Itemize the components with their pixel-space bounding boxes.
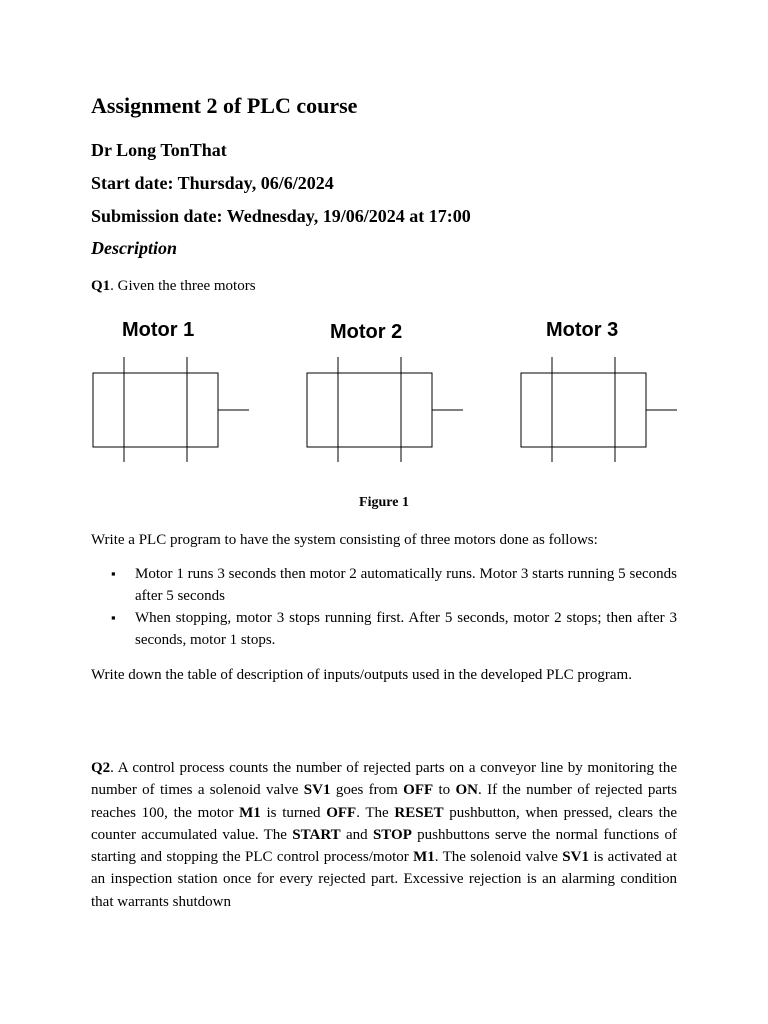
q1-label: Q1 xyxy=(91,278,111,294)
motor-2-label: Motor 2 xyxy=(330,321,403,343)
motor-2-diagram xyxy=(307,321,463,462)
q2-bold-term: M1 xyxy=(239,804,261,821)
q2-bold-term: SV1 xyxy=(303,782,331,799)
q1-bullet-1: ▪ Motor 1 runs 3 seconds then motor 2 automatically runs. Motor 3 starts running 5 seconds after 5 seconds xyxy=(91,563,677,607)
q1-bullet-2: ▪ When stopping, motor 3 stops running first. After 5 seconds, motor 2 stops; then after 3 seconds, motor 1 stops. xyxy=(91,607,677,651)
q2-text: . If the number of rejected parts reaches 100, the motor xyxy=(91,782,678,821)
q2-bold-term: RESET xyxy=(394,804,444,821)
q2-label: Q2 xyxy=(91,760,111,776)
motors-figure xyxy=(90,310,690,470)
q2-bold-term: M1 xyxy=(413,849,435,866)
q2-bold-term: ON xyxy=(455,782,478,799)
motor-3-label: Motor 3 xyxy=(546,319,619,341)
motor-3-box xyxy=(521,373,646,447)
section-heading: Description xyxy=(91,238,178,258)
motor-1-label: Motor 1 xyxy=(122,319,195,341)
document-title: Assignment 2 of PLC course xyxy=(91,93,358,118)
q2-text: pushbuttons serve the normal functions of starting and stopping the PLC control process/motor xyxy=(91,826,677,866)
q1-bullet-list xyxy=(91,563,677,651)
q1-table-note: Write down the table of description of inputs/outputs used in the developed PLC program. xyxy=(91,667,632,683)
q2-paragraph xyxy=(91,757,677,913)
q2-text: goes from xyxy=(330,782,404,799)
motor-1-diagram xyxy=(93,319,249,462)
q1-intro xyxy=(91,278,256,295)
q2-text: to xyxy=(433,782,456,799)
q2-text: . The solenoid valve xyxy=(434,849,563,866)
submission-date: Submission date: Wednesday, 19/06/2024 at 17:00 xyxy=(91,206,471,226)
figure-caption: Figure 1 xyxy=(359,495,409,510)
motor-3-diagram xyxy=(521,319,677,462)
q1-task: Write a PLC program to have the system consisting of three motors done as follows: xyxy=(91,532,598,548)
q2-text: is activated at an inspection station once for every rejected part. Excessive rejection is an alarming condition that warrants shutdown xyxy=(91,849,677,910)
q2-bold-term: SV1 xyxy=(562,849,589,866)
q2-bold-term: OFF xyxy=(403,782,434,799)
start-date: Start date: Thursday, 06/6/2024 xyxy=(91,173,334,193)
q2-bold-term: OFF xyxy=(326,804,357,821)
q1-intro-text: . Given the three motors xyxy=(110,278,256,294)
author-line: Dr Long TonThat xyxy=(91,140,227,160)
motor-2-box xyxy=(307,373,432,447)
q2-bold-term: STOP xyxy=(372,826,412,843)
q2-text: is turned xyxy=(260,804,327,821)
q2-text: and xyxy=(340,826,373,843)
motor-1-box xyxy=(93,373,218,447)
q2-text: . The xyxy=(356,804,395,821)
q2-text: . A control process counts the number of rejected parts on a conveyor line by monitoring the number of times a solenoid valve xyxy=(91,760,677,799)
q2-bold-term: START xyxy=(292,826,341,843)
q2-text: pushbutton, when pressed, clears the counter accumulated value. The xyxy=(91,804,678,843)
